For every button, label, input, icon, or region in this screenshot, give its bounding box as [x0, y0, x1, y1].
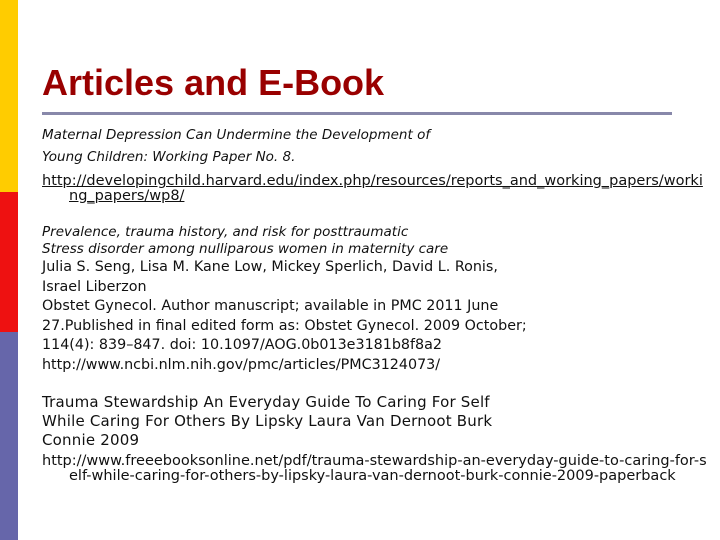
- reference-maternal-depression: [42, 124, 703, 204]
- reference-trauma-stewardship: [42, 393, 707, 484]
- ref3-title-line: While Caring For Others By Lipsky Laura Van Dernoot Burk: [42, 412, 493, 430]
- ref2-title-line: Stress disorder among nulliparous women in maternity care: [42, 241, 449, 257]
- ref1-title: [42, 124, 692, 168]
- ref2-url-link[interactable]: http://www.ncbi.nlm.nih.gov/pmc/articles/PMC3124073/: [42, 356, 441, 373]
- ref2-authors: Julia S. Seng, Lisa M. Kane Low, Mickey Sperlich, David L. Ronis,: [42, 259, 498, 275]
- ref2-authors: Israel Liberzon: [42, 278, 147, 295]
- sidebar-red-segment: [0, 192, 18, 332]
- sidebar-purple-segment: [0, 332, 18, 540]
- ref1-title-line: Young Children: Working Paper No. 8.: [42, 149, 296, 165]
- sidebar-yellow-segment: [0, 0, 18, 192]
- ref2-details: [42, 258, 692, 375]
- ref2-citation: Obstet Gynecol. Author manuscript; available in PMC 2011 June: [42, 298, 499, 314]
- ref3-title-line: Connie 2009: [42, 431, 140, 449]
- ref2-citation: 27.Published in final edited form as: Obstet Gynecol. 2009 October;: [42, 317, 527, 334]
- ref1-title-line: Maternal Depression Can Undermine the Development of: [42, 127, 431, 143]
- ref1-url-link[interactable]: http://developingchild.harvard.edu/index.php/resources/reports_and_working_papers/working_papers/wp8/: [42, 173, 703, 204]
- ref3-title: [42, 393, 692, 450]
- ref2-title-line: Prevalence, trauma history, and risk for posttraumatic: [42, 224, 409, 240]
- ref2-title: [42, 224, 692, 258]
- sidebar-color-bar: [0, 0, 18, 540]
- ref2-citation: 114(4): 839–847. doi: 10.1097/AOG.0b013e3181b8f8a2: [42, 337, 443, 353]
- slide-title: Articles and E-Book: [42, 62, 385, 103]
- ref3-url-link[interactable]: http://www.freeebooksonline.net/pdf/trauma-stewardship-an-everyday-guide-to-caring-for-self-while-caring-for-others-by-lipsky-laura-van-dernoot-burk-connie-2009-paperback: [42, 453, 707, 484]
- ref3-title-line: Trauma Stewardship An Everyday Guide To Caring For Self: [42, 393, 490, 411]
- title-divider: [42, 112, 672, 115]
- reference-ptsd-study: [42, 224, 692, 375]
